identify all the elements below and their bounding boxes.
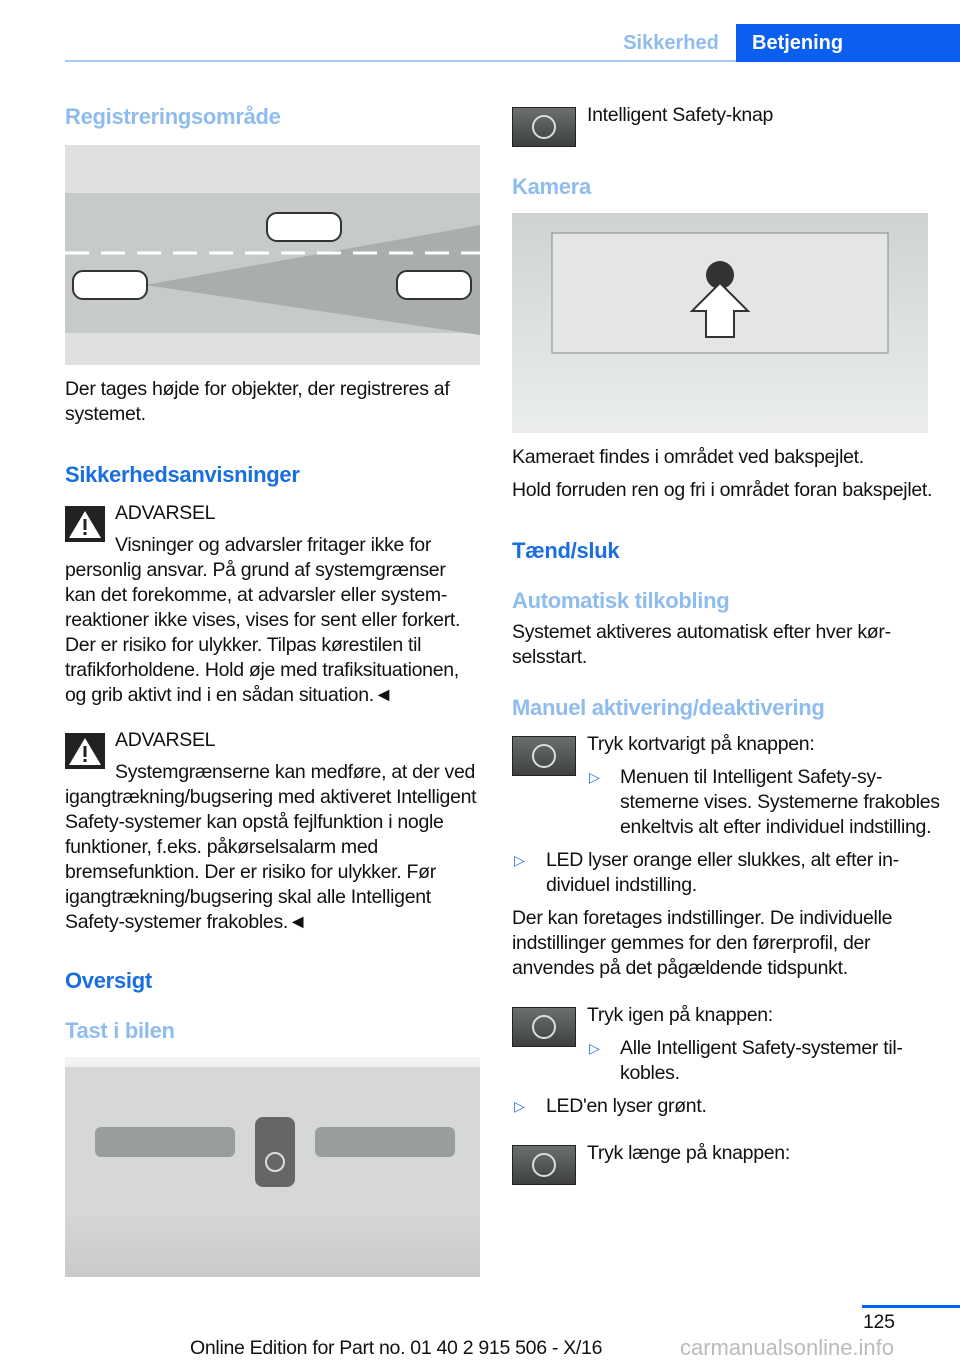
button-caption: Intelligent Safety-knap [587, 104, 774, 126]
registrering-text: Der tages højde for objekter, der registreres af systemet. [65, 378, 450, 425]
intelligent-safety-button-icon [512, 736, 576, 776]
list-item [587, 765, 942, 840]
bullet-icon: ▷ [514, 852, 525, 868]
step-press-again: Tryk igen på knappen: [587, 1004, 773, 1026]
heading-registrering: Registreringsområde [65, 104, 281, 129]
kamera-text-2: Hold forruden ren og fri i området foran bakspejlet. [512, 479, 933, 501]
bullet-icon: ▷ [589, 1040, 600, 1056]
button-caption-row [512, 103, 942, 147]
step-press-again-row [512, 1003, 942, 1086]
camera-image [512, 213, 928, 433]
bullet-icon: ▷ [589, 769, 600, 785]
heading-taend-sluk: Tænd/sluk [512, 538, 620, 563]
warning-text: Systemgrænserne kan medføre, at der ved igangtrækning/bugsering med aktiveret Intelligent Safety-systemer kan opstå fejlfunktion i nogle funktioner, f.eks. påkørselsalarm med bremsefunktion. Der er risiko for ulykker. Før igangtrækning/bugsering skal alle Intelligent Safety-systemer frakobles.◄ [65, 761, 477, 933]
heading-oversigt: Oversigt [65, 968, 152, 993]
kamera-text-1: Kameraet findes i området ved bakspejlet. [512, 446, 864, 468]
footer-line [862, 1305, 960, 1308]
step-result: Menuen til Intelligent Safety-systemerne vises. Systemerne frakobles enkeltvis alt efter individuel indstilling. [620, 766, 940, 838]
button-in-car-image [65, 1057, 480, 1277]
warning-icon [65, 506, 105, 542]
heading-automatisk: Automatisk tilkobling [512, 588, 730, 613]
heading-kamera: Kamera [512, 174, 591, 199]
detection-area-image [65, 145, 480, 365]
intelligent-safety-button-icon [512, 1007, 576, 1047]
list-item [512, 1094, 942, 1119]
tab-sikkerhed[interactable]: Sikkerhed [623, 32, 719, 54]
step-result: LED'en lyser grønt. [546, 1095, 707, 1117]
heading-sikkerhed: Sikkerhedsanvisninger [65, 462, 300, 487]
warning-title: ADVARSEL [115, 729, 216, 751]
intelligent-safety-button-icon [512, 107, 576, 147]
step-long-press-row [512, 1141, 942, 1185]
step-long-press: Tryk længe på knappen: [587, 1142, 790, 1164]
page-number: 125 [863, 1311, 895, 1333]
step-short-press: Tryk kortvarigt på knappen: [587, 733, 815, 755]
list-item [512, 848, 942, 898]
step-short-press-row [512, 732, 942, 840]
step-result: LED lyser orange eller slukkes, alt efter individuel indstilling. [546, 849, 900, 896]
warning-block [65, 728, 480, 935]
watermark: carmanualsonline.info [680, 1335, 895, 1360]
warning-block [65, 501, 480, 708]
heading-manuel: Manuel aktivering/deaktivering [512, 695, 825, 720]
right-column [512, 103, 942, 1185]
step-result: Alle Intelligent Safety-systemer tilkobles. [620, 1037, 903, 1084]
header-divider [65, 60, 736, 62]
intelligent-safety-button-icon [512, 1145, 576, 1185]
bullet-icon: ▷ [514, 1098, 525, 1114]
indstillinger-text: Der kan foretages indstillinger. De individuelle indstillinger gemmes for den førerprofil, der anvendes på det pågældende tidspunkt. [512, 907, 893, 979]
warning-title: ADVARSEL [115, 502, 216, 524]
warning-icon [65, 733, 105, 769]
list-item [587, 1036, 942, 1086]
tab-betjening[interactable]: Betjening [736, 24, 960, 62]
edition-text: Online Edition for Part no. 01 40 2 915 506 - X/16 [190, 1337, 603, 1359]
automatisk-text: Systemet aktiveres automatisk efter hver kørselsstart. [512, 621, 892, 668]
warning-text: Visninger og advarsler fritager ikke for personlig ansvar. På grund af systemgrænser kan det forekomme, at advarsler eller systemreaktioner ikke vises, vises for sent eller forkert. Der er risiko for ulykker. Tilpas kørestilen til trafikforholdene. Hold øje med trafiksituationen, og grib aktivt ind i en sådan situation.◄ [65, 534, 461, 706]
left-column [65, 103, 480, 1277]
heading-tast: Tast i bilen [65, 1018, 175, 1043]
